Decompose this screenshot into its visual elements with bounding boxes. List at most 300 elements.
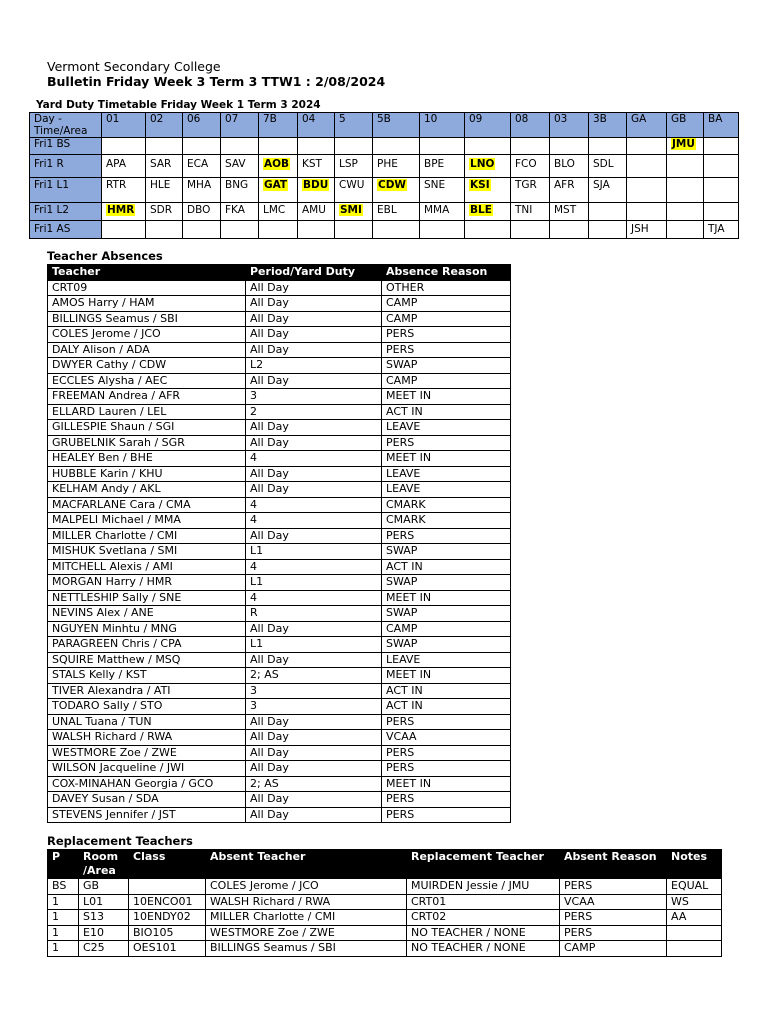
absence-cell: ACT IN [382, 404, 511, 420]
yard-duty-header-area: 06 [183, 113, 221, 138]
yard-duty-cell [146, 178, 183, 203]
absence-cell: MILLER Charlotte / CMI [48, 528, 246, 544]
yard-duty-header-area: BA [704, 113, 739, 138]
absence-cell: CMARK [382, 497, 511, 513]
yard-duty-highlighted-code: KSI [470, 179, 490, 191]
replacement-cell: PERS [560, 925, 667, 941]
yard-duty-code: FCO [515, 158, 537, 170]
absence-cell: SWAP [382, 358, 511, 374]
yard-duty-code: MHA [187, 179, 212, 191]
replacement-teachers-title: Replacement Teachers [47, 834, 193, 848]
yard-duty-cell [420, 178, 465, 203]
absence-row [48, 807, 511, 823]
yard-duty-cell [221, 155, 259, 178]
replacement-cell: BS [48, 879, 79, 895]
absence-cell: All Day [246, 373, 382, 389]
absence-cell: All Day [246, 311, 382, 327]
absence-cell: 3 [246, 699, 382, 715]
absence-row [48, 373, 511, 389]
yard-duty-highlighted-code: JMU [672, 138, 695, 150]
absence-cell: PERS [382, 792, 511, 808]
yard-duty-cell [511, 138, 550, 155]
yard-duty-cell [335, 155, 373, 178]
absence-cell: DWYER Cathy / CDW [48, 358, 246, 374]
replacement-cell: BIO105 [129, 925, 206, 941]
yard-duty-cell [373, 203, 420, 221]
yard-duty-cell [704, 155, 739, 178]
absence-cell: BILLINGS Seamus / SBI [48, 311, 246, 327]
absence-cell: 4 [246, 559, 382, 575]
absence-row [48, 621, 511, 637]
yard-duty-cell [627, 221, 667, 239]
absence-cell: DALY Alison / ADA [48, 342, 246, 358]
yard-duty-cell [335, 178, 373, 203]
absence-cell: NEVINS Alex / ANE [48, 606, 246, 622]
replacement-cell: 1 [48, 894, 79, 910]
absence-row [48, 714, 511, 730]
replacement-header-cell: Replacement Teacher [407, 850, 560, 879]
yard-duty-cell [704, 221, 739, 239]
yard-duty-code: TNI [515, 204, 533, 216]
absence-cell: KELHAM Andy / AKL [48, 482, 246, 498]
yard-duty-cell [704, 138, 739, 155]
yard-duty-code: DBO [187, 204, 211, 216]
absence-cell: CAMP [382, 311, 511, 327]
yard-duty-cell [298, 178, 335, 203]
yard-duty-header-area: 04 [298, 113, 335, 138]
absence-cell: HUBBLE Karin / KHU [48, 466, 246, 482]
replacement-cell: S13 [79, 910, 129, 926]
absence-cell: All Day [246, 761, 382, 777]
absence-cell: VCAA [382, 730, 511, 746]
absence-row [48, 730, 511, 746]
yard-duty-code: RTR [106, 179, 127, 191]
yard-duty-row-label: Fri1 AS [30, 221, 102, 239]
replacement-cell: PERS [560, 910, 667, 926]
yard-duty-cell [420, 221, 465, 239]
replacement-row [48, 941, 722, 957]
absence-cell: DAVEY Susan / SDA [48, 792, 246, 808]
yard-duty-cell [511, 203, 550, 221]
absence-cell: STEVENS Jennifer / JST [48, 807, 246, 823]
yard-duty-cell [550, 178, 589, 203]
yard-duty-code: FKA [225, 204, 245, 216]
absence-cell: GILLESPIE Shaun / SGI [48, 420, 246, 436]
absence-cell: MEET IN [382, 668, 511, 684]
yard-duty-cell [627, 138, 667, 155]
yard-duty-cell [589, 203, 627, 221]
absence-cell: All Day [246, 528, 382, 544]
yard-duty-cell [298, 203, 335, 221]
yard-duty-cell [259, 178, 298, 203]
yard-duty-code: CWU [339, 179, 365, 191]
replacement-cell: WS [667, 894, 722, 910]
absence-cell: SQUIRE Matthew / MSQ [48, 652, 246, 668]
yard-duty-code: LMC [263, 204, 286, 216]
yard-duty-highlighted-code: SMI [340, 204, 362, 216]
replacement-cell: BILLINGS Seamus / SBI [206, 941, 407, 957]
replacement-row [48, 925, 722, 941]
yard-duty-highlighted-code: HMR [107, 204, 135, 216]
absence-cell: L1 [246, 637, 382, 653]
absence-row [48, 528, 511, 544]
yard-duty-code: SDL [593, 158, 614, 170]
absence-cell: All Day [246, 420, 382, 436]
absence-row [48, 404, 511, 420]
yard-duty-cell [667, 221, 704, 239]
yard-duty-row-label: Fri1 R [30, 155, 102, 178]
absence-cell: PERS [382, 342, 511, 358]
absence-cell: 2; AS [246, 668, 382, 684]
absence-cell: MORGAN Harry / HMR [48, 575, 246, 591]
replacement-cell: C25 [79, 941, 129, 957]
absence-row [48, 683, 511, 699]
replacement-header-cell: Absent Teacher [206, 850, 407, 879]
yard-duty-cell [627, 178, 667, 203]
yard-duty-code: MMA [424, 204, 450, 216]
absence-cell: PERS [382, 327, 511, 343]
yard-duty-cell [183, 178, 221, 203]
yard-duty-cell [221, 138, 259, 155]
yard-duty-cell [667, 155, 704, 178]
yard-duty-cell [102, 138, 146, 155]
absence-cell: All Day [246, 652, 382, 668]
absence-row [48, 761, 511, 777]
absence-cell: PERS [382, 807, 511, 823]
absence-cell: All Day [246, 296, 382, 312]
absence-cell: All Day [246, 807, 382, 823]
absence-row [48, 435, 511, 451]
yard-duty-cell [183, 221, 221, 239]
yard-duty-cell [465, 155, 511, 178]
absence-cell: 4 [246, 497, 382, 513]
yard-duty-header-area: 02 [146, 113, 183, 138]
absence-cell: MEET IN [382, 451, 511, 467]
yard-duty-code: JSH [631, 223, 649, 235]
absence-row [48, 466, 511, 482]
absence-cell: All Day [246, 792, 382, 808]
yard-duty-cell [589, 178, 627, 203]
yard-duty-header-area: 01 [102, 113, 146, 138]
yard-duty-highlighted-code: BDU [303, 179, 329, 191]
yard-duty-cell [373, 138, 420, 155]
absence-header-cell: Teacher [48, 265, 246, 281]
yard-duty-cell [335, 138, 373, 155]
yard-duty-cell [511, 221, 550, 239]
absence-cell: MEET IN [382, 389, 511, 405]
absence-cell: ACT IN [382, 699, 511, 715]
yard-duty-code: KST [302, 158, 322, 170]
yard-duty-highlighted-code: CDW [378, 179, 407, 191]
yard-duty-header-area: GB [667, 113, 704, 138]
absence-row [48, 590, 511, 606]
absence-row [48, 575, 511, 591]
yard-duty-cell [511, 178, 550, 203]
yard-duty-title: Yard Duty Timetable Friday Week 1 Term 3 2024 [36, 99, 321, 111]
absence-cell: MEET IN [382, 590, 511, 606]
absence-cell: GRUBELNIK Sarah / SGR [48, 435, 246, 451]
yard-duty-header-area: 5 [335, 113, 373, 138]
absence-cell: 3 [246, 389, 382, 405]
absence-cell: LEAVE [382, 420, 511, 436]
yard-duty-cell [465, 138, 511, 155]
yard-duty-cell [335, 203, 373, 221]
yard-duty-header-row [30, 113, 739, 138]
yard-duty-code: LSP [339, 158, 358, 170]
yard-duty-cell [420, 155, 465, 178]
yard-duty-code: PHE [377, 158, 398, 170]
absence-row [48, 652, 511, 668]
absence-cell: CAMP [382, 296, 511, 312]
absence-cell: WESTMORE Zoe / ZWE [48, 745, 246, 761]
absence-cell: All Day [246, 466, 382, 482]
yard-duty-cell [259, 138, 298, 155]
absence-row [48, 451, 511, 467]
yard-duty-cell [667, 138, 704, 155]
replacement-header-cell: Room /Area [79, 850, 129, 879]
absence-cell: All Day [246, 435, 382, 451]
absence-cell: CAMP [382, 373, 511, 389]
absence-cell: MEET IN [382, 776, 511, 792]
absence-cell: STALS Kelly / KST [48, 668, 246, 684]
absence-cell: L1 [246, 575, 382, 591]
absence-row [48, 311, 511, 327]
replacement-cell: PERS [560, 879, 667, 895]
yard-duty-code: SNE [424, 179, 446, 191]
yard-duty-cell [550, 203, 589, 221]
absence-cell: All Day [246, 730, 382, 746]
absence-cell: All Day [246, 745, 382, 761]
absence-cell: TODARO Sally / STO [48, 699, 246, 715]
yard-duty-header-area: 10 [420, 113, 465, 138]
yard-duty-header-day-area: Day - Time/Area [30, 113, 102, 138]
absence-row [48, 776, 511, 792]
absence-cell: OTHER [382, 280, 511, 296]
replacement-cell: 1 [48, 910, 79, 926]
absence-cell: CAMP [382, 621, 511, 637]
absence-cell: SWAP [382, 606, 511, 622]
yard-duty-code: SDR [150, 204, 173, 216]
absence-row [48, 668, 511, 684]
yard-duty-highlighted-code: AOB [264, 158, 290, 170]
yard-duty-row-label: Fri1 L1 [30, 178, 102, 203]
yard-duty-row-label: Fri1 L2 [30, 203, 102, 221]
yard-duty-cell [589, 138, 627, 155]
bulletin-title: Bulletin Friday Week 3 Term 3 TTW1 : 2/08/2024 [47, 74, 386, 89]
absence-cell: ELLARD Lauren / LEL [48, 404, 246, 420]
absence-row [48, 389, 511, 405]
yard-duty-cell [221, 178, 259, 203]
replacement-cell: CRT01 [407, 894, 560, 910]
absence-row [48, 358, 511, 374]
absence-row [48, 559, 511, 575]
absence-cell: PERS [382, 761, 511, 777]
yard-duty-cell [259, 155, 298, 178]
yard-duty-cell [589, 155, 627, 178]
yard-duty-cell [183, 203, 221, 221]
replacement-cell: COLES Jerome / JCO [206, 879, 407, 895]
absence-cell: ECCLES Alysha / AEC [48, 373, 246, 389]
absence-cell: MALPELI Michael / MMA [48, 513, 246, 529]
yard-duty-code: SJA [593, 179, 610, 191]
yard-duty-cell [146, 138, 183, 155]
absence-cell: ACT IN [382, 559, 511, 575]
replacement-cell: CRT02 [407, 910, 560, 926]
yard-duty-cell [589, 221, 627, 239]
replacement-cell: NO TEACHER / NONE [407, 941, 560, 957]
yard-duty-highlighted-code: GAT [264, 179, 288, 191]
yard-duty-cell [550, 138, 589, 155]
absence-row [48, 420, 511, 436]
absence-cell: PARAGREEN Chris / CPA [48, 637, 246, 653]
absence-row [48, 513, 511, 529]
absence-cell: MITCHELL Alexis / AMI [48, 559, 246, 575]
replacement-header-cell: P [48, 850, 79, 879]
absence-row [48, 342, 511, 358]
yard-duty-cell [704, 178, 739, 203]
yard-duty-cell [221, 221, 259, 239]
yard-duty-cell [146, 203, 183, 221]
absence-row [48, 745, 511, 761]
absence-row [48, 792, 511, 808]
absence-cell: FREEMAN Andrea / AFR [48, 389, 246, 405]
yard-duty-cell [298, 138, 335, 155]
yard-duty-code: TJA [708, 223, 725, 235]
absence-cell: L2 [246, 358, 382, 374]
yard-duty-row [30, 221, 739, 239]
absence-cell: 2; AS [246, 776, 382, 792]
absence-cell: LEAVE [382, 482, 511, 498]
replacement-cell: 10ENDY02 [129, 910, 206, 926]
replacement-cell: EQUAL [667, 879, 722, 895]
yard-duty-cell [627, 203, 667, 221]
absence-cell: All Day [246, 280, 382, 296]
yard-duty-cell [335, 221, 373, 239]
yard-duty-table [29, 112, 739, 239]
absence-cell: All Day [246, 482, 382, 498]
replacement-cell: AA [667, 910, 722, 926]
absence-row [48, 280, 511, 296]
yard-duty-code: SAR [150, 158, 172, 170]
absence-cell: 2 [246, 404, 382, 420]
replacement-teachers-table [47, 849, 722, 957]
yard-duty-code: TGR [515, 179, 537, 191]
yard-duty-header-area: GA [627, 113, 667, 138]
absence-cell: LEAVE [382, 466, 511, 482]
yard-duty-code: APA [106, 158, 127, 170]
yard-duty-header-area: 09 [465, 113, 511, 138]
yard-duty-cell [259, 221, 298, 239]
replacement-cell: OES101 [129, 941, 206, 957]
absence-cell: All Day [246, 342, 382, 358]
yard-duty-cell [667, 178, 704, 203]
yard-duty-cell [511, 155, 550, 178]
absence-cell: PERS [382, 714, 511, 730]
replacement-cell [129, 879, 206, 895]
replacement-cell: MILLER Charlotte / CMI [206, 910, 407, 926]
absence-cell: ACT IN [382, 683, 511, 699]
yard-duty-row [30, 178, 739, 203]
yard-duty-cell [465, 203, 511, 221]
yard-duty-header-area: 08 [511, 113, 550, 138]
yard-duty-header-area: 5B [373, 113, 420, 138]
absence-cell: R [246, 606, 382, 622]
yard-duty-cell [704, 203, 739, 221]
yard-duty-cell [667, 203, 704, 221]
yard-duty-code: BPE [424, 158, 445, 170]
replacement-row [48, 910, 722, 926]
absence-cell: L1 [246, 544, 382, 560]
replacement-cell: WALSH Richard / RWA [206, 894, 407, 910]
absence-cell: 3 [246, 683, 382, 699]
replacement-cell: 1 [48, 925, 79, 941]
absence-cell: WILSON Jacqueline / JWI [48, 761, 246, 777]
absence-row [48, 497, 511, 513]
yard-duty-row [30, 203, 739, 221]
yard-duty-cell [183, 155, 221, 178]
absence-row [48, 637, 511, 653]
replacement-header-cell: Notes [667, 850, 722, 879]
replacement-cell: MUIRDEN Jessie / JMU [407, 879, 560, 895]
teacher-absences-table [47, 264, 511, 823]
absence-cell: SWAP [382, 637, 511, 653]
teacher-absences-title: Teacher Absences [47, 249, 163, 263]
yard-duty-code: BLO [554, 158, 575, 170]
absence-row [48, 544, 511, 560]
yard-duty-cell [373, 178, 420, 203]
yard-duty-header-area: 3B [589, 113, 627, 138]
absence-cell: UNAL Tuana / TUN [48, 714, 246, 730]
absence-cell: All Day [246, 327, 382, 343]
absence-cell: CMARK [382, 513, 511, 529]
yard-duty-code: AMU [302, 204, 326, 216]
absence-cell: MACFARLANE Cara / CMA [48, 497, 246, 513]
absence-cell: NGUYEN Minhtu / MNG [48, 621, 246, 637]
yard-duty-code: BNG [225, 179, 249, 191]
yard-duty-highlighted-code: LNO [470, 158, 495, 170]
yard-duty-highlighted-code: BLE [470, 204, 492, 216]
yard-duty-cell [221, 203, 259, 221]
replacement-header-cell: Class [129, 850, 206, 879]
yard-duty-code: SAV [225, 158, 246, 170]
replacement-cell: CAMP [560, 941, 667, 957]
absence-cell: All Day [246, 621, 382, 637]
absence-cell: SWAP [382, 544, 511, 560]
replacement-cell [667, 941, 722, 957]
replacement-cell: GB [79, 879, 129, 895]
absence-cell: NETTLESHIP Sally / SNE [48, 590, 246, 606]
absence-cell: COLES Jerome / JCO [48, 327, 246, 343]
absence-cell: WALSH Richard / RWA [48, 730, 246, 746]
yard-duty-cell [465, 221, 511, 239]
absence-row [48, 296, 511, 312]
yard-duty-cell [102, 155, 146, 178]
yard-duty-code: ECA [187, 158, 209, 170]
yard-duty-code: HLE [150, 179, 171, 191]
absence-row [48, 482, 511, 498]
yard-duty-cell [183, 138, 221, 155]
yard-duty-code: MST [554, 204, 577, 216]
replacement-cell: L01 [79, 894, 129, 910]
absence-cell: SWAP [382, 575, 511, 591]
yard-duty-cell [298, 221, 335, 239]
replacement-cell: 10ENCO01 [129, 894, 206, 910]
absence-cell: PERS [382, 745, 511, 761]
yard-duty-cell [420, 203, 465, 221]
yard-duty-cell [373, 155, 420, 178]
yard-duty-row-label: Fri1 BS [30, 138, 102, 155]
yard-duty-cell [550, 221, 589, 239]
